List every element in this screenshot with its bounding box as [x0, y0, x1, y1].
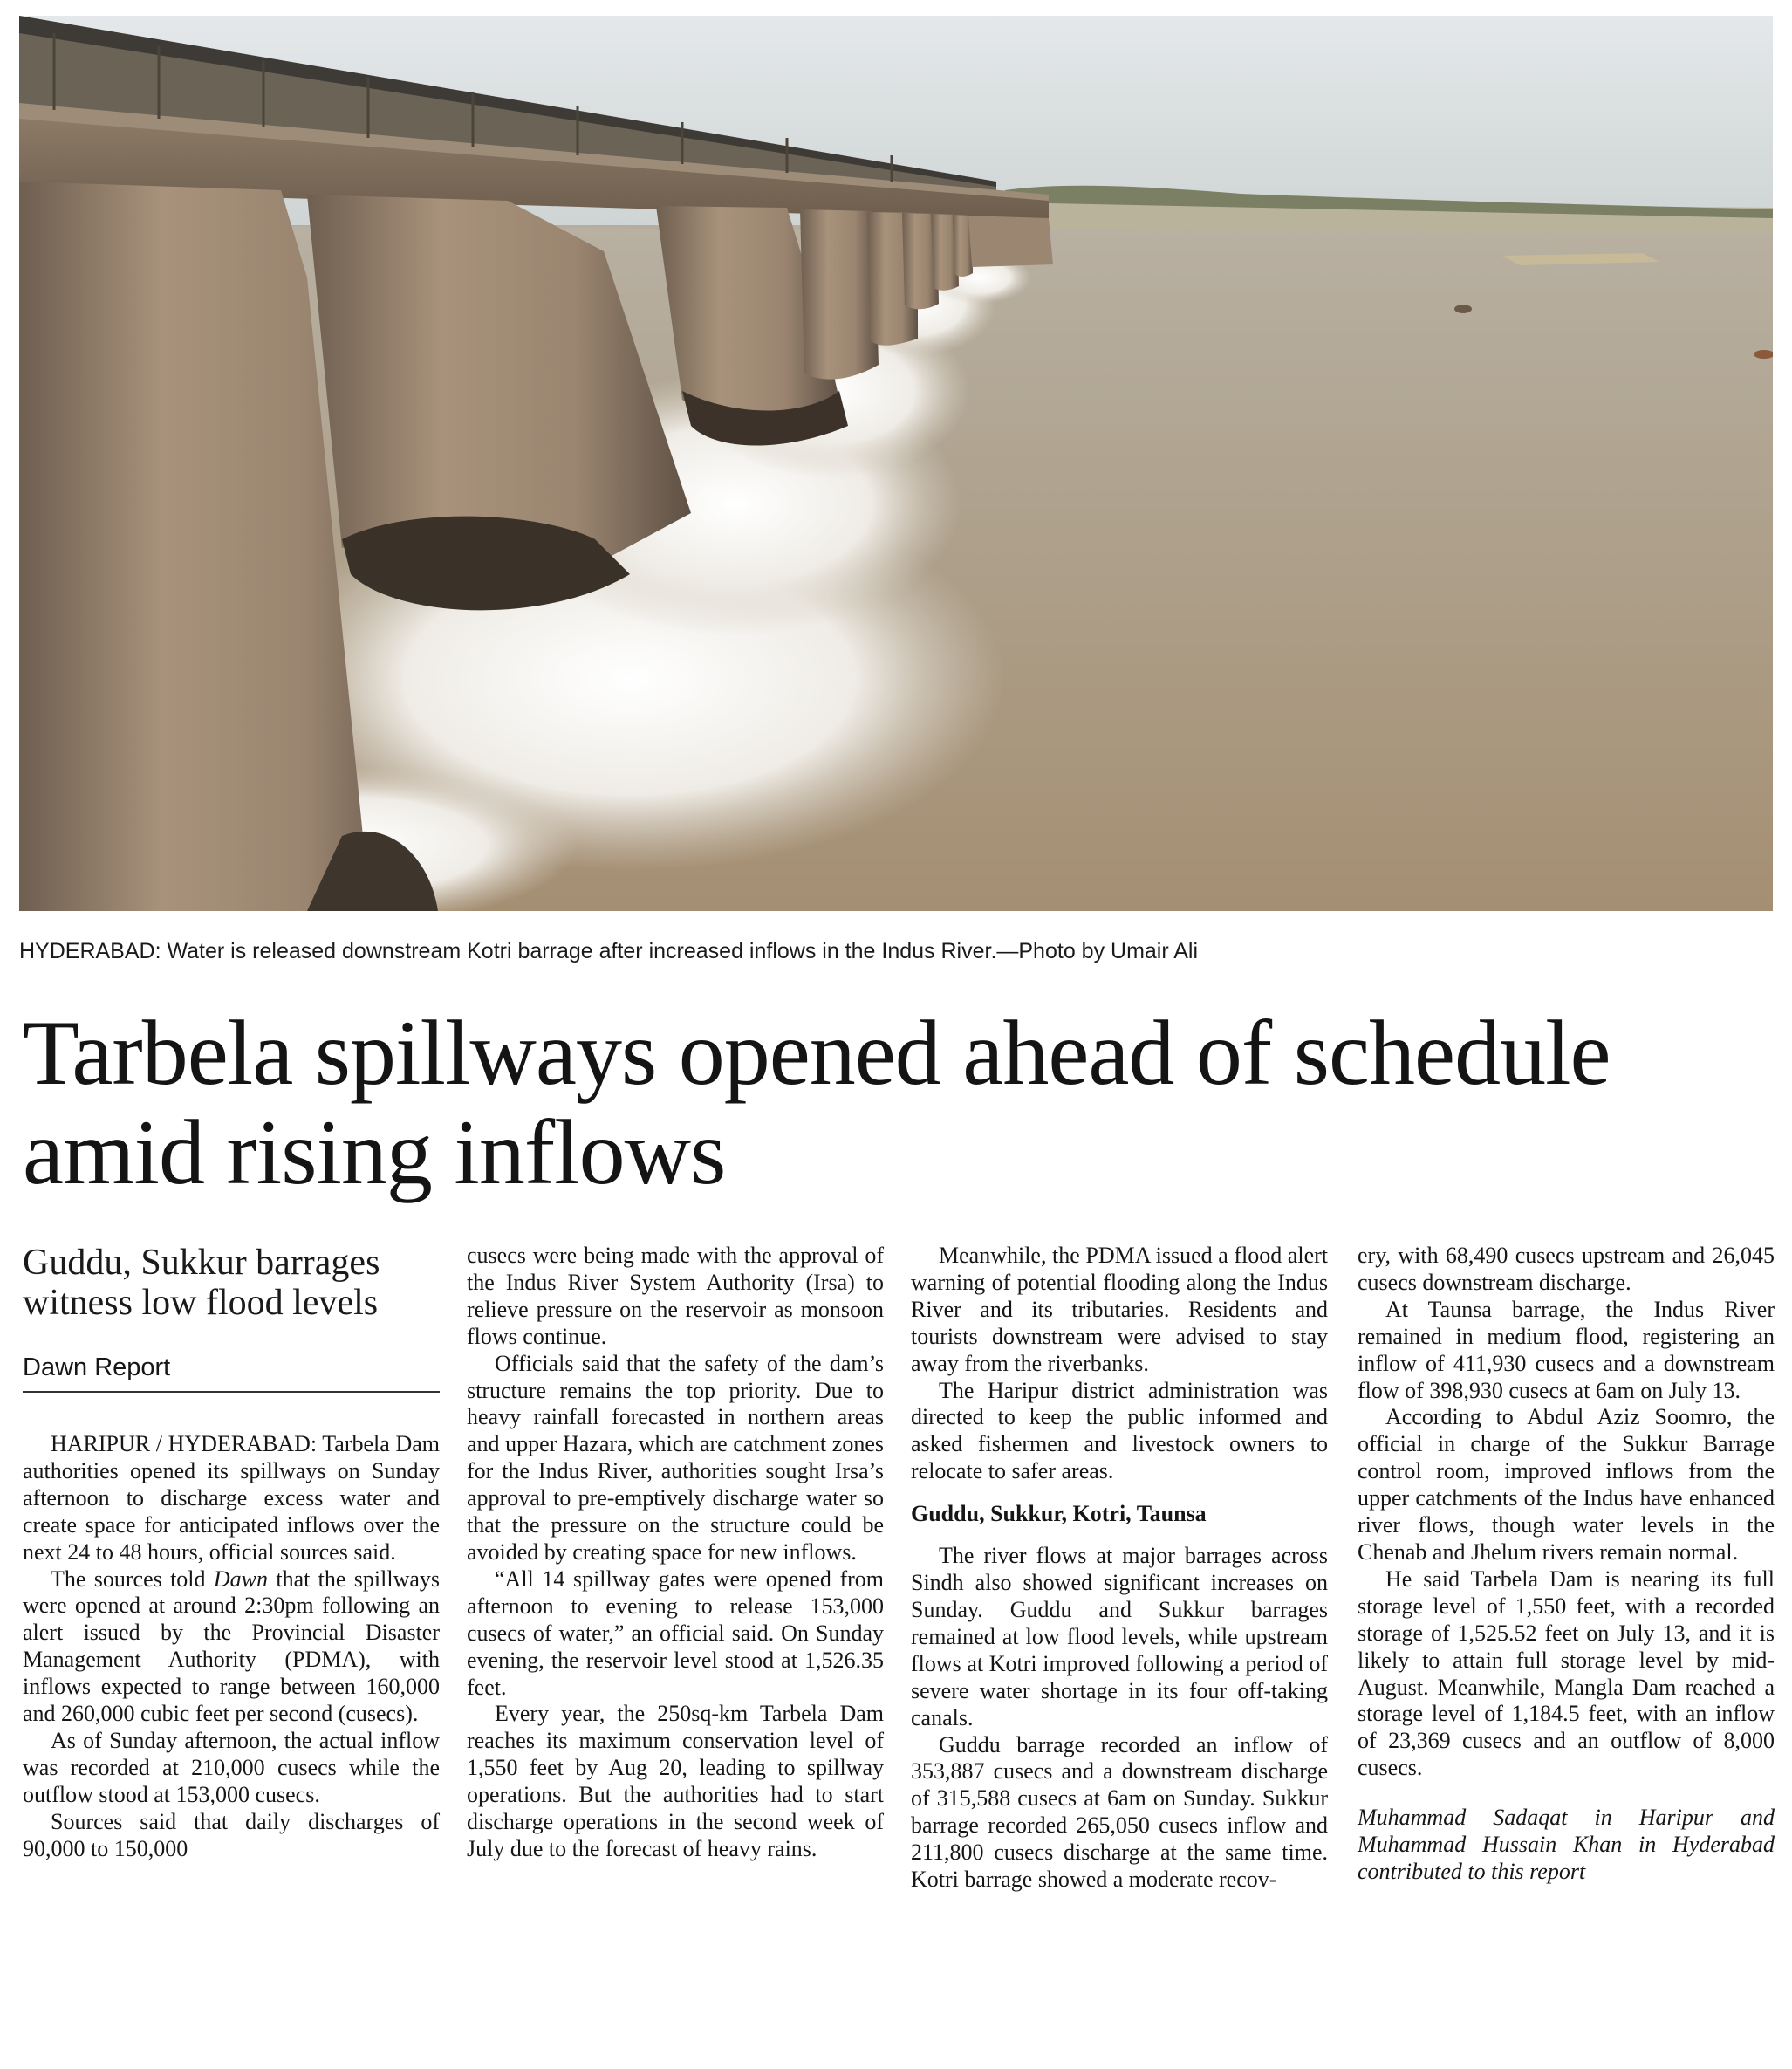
paragraph: Every year, the 250sq-km Tarbela Dam reaches its maximum conservation level of 1,550 feet by Aug 20, leading to spillway operations. But the authorities had to start discharge operations in the second week of July due to the forecast of heavy rains.: [467, 1701, 884, 1861]
section-subhead: Guddu, Sukkur, Kotri, Taunsa: [911, 1501, 1207, 1527]
publication-name: Dawn: [213, 1565, 268, 1592]
contributor-credit: Muhammad Sadaqat in Haripur and Muhammad Hussain Khan in Hyderabad contributed to this report: [1358, 1805, 1775, 1884]
subdeck: Guddu, Sukkur barrages witness low flood levels: [23, 1243, 380, 1323]
paragraph: Officials said that the safety of the dam’s structure remains the top priority. Due to heavy rainfall forecasted in northern areas and upper Hazara, which are catchment zones for the Indus River, authorities sought Irsa’s approval to pre-emptively discharge water so that the pressure on the structure could be avoided by creating space for new inflows.: [467, 1350, 884, 1565]
paragraph: As of Sunday afternoon, the actual inflow was recorded at 210,000 cusecs while the outflow stood at 153,000 cusecs.: [23, 1727, 440, 1807]
column-2: [467, 1243, 884, 1863]
paragraph: At Taunsa barrage, the Indus River remained in medium flood, registering an inflow of 411,930 cusecs and a downstream flow of 398,930 cusecs at 6am on July 13.: [1358, 1296, 1775, 1403]
paragraph: The Haripur district administration was directed to keep the public informed and asked fishermen and livestock owners to relocate to safer areas.: [911, 1377, 1328, 1484]
paragraph: Sources said that daily discharges of 90,000 to 150,000: [23, 1808, 440, 1861]
paragraph: cusecs were being made with the approval of the Indus River System Authority (Irsa) to relieve pressure on the reservoir as monsoon flows continue.: [467, 1243, 884, 1349]
column-3: [911, 1243, 1328, 1894]
paragraph: Guddu barrage recorded an inflow of 353,887 cusecs and a downstream discharge of 315,588 cusecs at 6am on Sunday. Sukkur barrage recorded 265,050 cusecs inflow and 211,800 cusecs discharge at the same time. Kotri barrage showed a moderate recov-: [911, 1731, 1328, 1893]
paragraph: Meanwhile, the PDMA issued a flood alert warning of potential flooding along the Indus River and its tributaries. Residents and tourists downstream were advised to stay away from the riverbanks.: [911, 1243, 1328, 1376]
paragraph: According to Abdul Aziz Soomro, the official in charge of the Sukkur Barrage control room, improved inflows from the upper catchments of the Indus have enhanced river flows, though water levels in the Chenab and Jhelum rivers remain normal.: [1358, 1404, 1775, 1565]
paragraph: He said Tarbela Dam is nearing its full storage level of 1,550 feet, with a recorded storage of 1,525.52 feet on July 13, and it is likely to attain full storage level by mid-August. Meanwhile, Mangla Dam reached a storage level of 1,184.5 feet, with an inflow of 23,369 cusecs and an outflow of 8,000 cusecs.: [1358, 1565, 1775, 1781]
headline: Tarbela spillways opened ahead of schedule amid rising inflows: [23, 1002, 1611, 1203]
paragraph: “All 14 spillway gates were opened from afternoon to evening to release 153,000 cusecs of water,” an official said. On Sunday evening, the reservoir level stood at 1,526.35 feet.: [467, 1565, 884, 1700]
column-1: [23, 1243, 440, 1863]
paragraph: HARIPUR / HYDERABAD: Tarbela Dam authorities opened its spillways on Sunday afternoon to discharge excess water and create space for anticipated inflows over the next 24 to 48 hours, official sources said.: [23, 1431, 440, 1565]
column-4: [1358, 1243, 1775, 1886]
barrage-illustration: [19, 16, 1773, 911]
photo-caption: HYDERABAD: Water is released downstream Kotri barrage after increased inflows in the Indus River.—Photo by Umair Ali: [19, 939, 1199, 963]
byline: Dawn Report: [23, 1353, 440, 1393]
news-photo: [19, 16, 1773, 911]
paragraph: ery, with 68,490 cusecs upstream and 26,045 cusecs downstream discharge.: [1358, 1243, 1775, 1295]
paragraph: The river flows at major barrages across Sindh also showed significant increases on Sunday. Guddu and Sukkur barrages remained at low flood levels, while upstream flows at Kotri improved following a period of severe water shortage in its four off-taking canals.: [911, 1543, 1328, 1730]
paragraph: The sources told Dawn that the spillways were opened at around 2:30pm following an alert issued by the Provincial Disaster Management Authority (PDMA), with inflows expected to range between 160,000 and 260,000 cubic feet per second (cusecs).: [23, 1565, 440, 1727]
